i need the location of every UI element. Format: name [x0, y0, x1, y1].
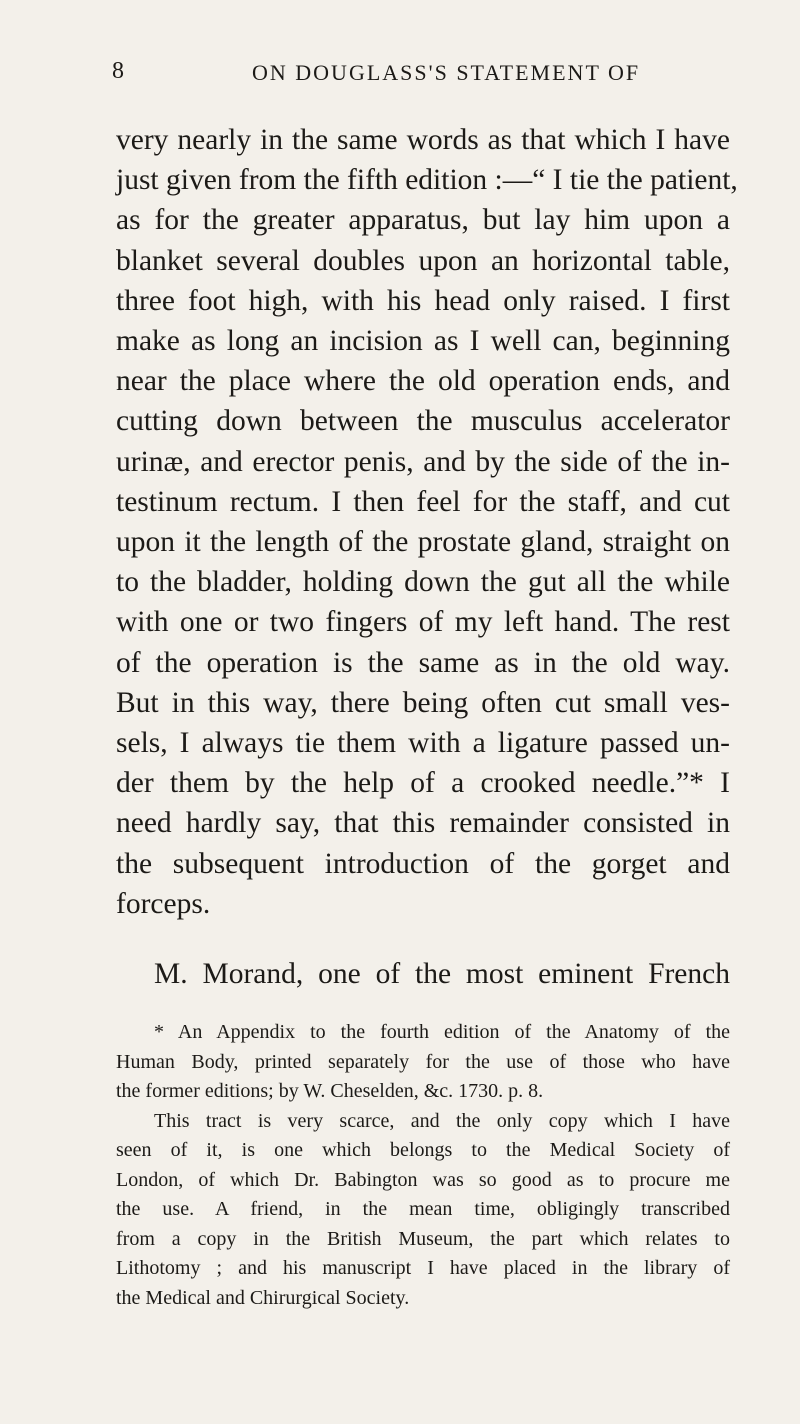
footnote-line: the former editions; by W. Cheselden, &c. 1730. p. 8. [116, 1080, 544, 1102]
text-line: make as long an incision as I well can, beginning [116, 325, 730, 358]
footnotes [116, 1018, 730, 1313]
text-line: cutting down between the musculus accelerator [116, 405, 730, 438]
footnote-line: Lithotomy ; and his manuscript I have placed in the library of [116, 1257, 730, 1279]
text-line: near the place where the old operation ends, and [116, 365, 730, 398]
text-line: blanket several doubles upon an horizontal table, [116, 244, 730, 277]
footnote-line: Human Body, printed separately for the use of those who have [116, 1050, 730, 1073]
text-line: just given from the fifth edition :—“ I tie the patient, [116, 164, 738, 197]
text-line: forceps. [116, 887, 211, 920]
text-line: testinum rectum. I then feel for the staff, and cut [116, 485, 730, 518]
text-line: But in this way, there being often cut small ves- [116, 686, 730, 719]
text-line: sels, I always tie them with a ligature passed un- [116, 727, 730, 760]
footnote-line: seen of it, is one which belongs to the Medical Society of [116, 1139, 730, 1161]
text-line: very nearly in the same words as that which I have [116, 124, 730, 156]
footnote-line: * An Appendix to the fourth edition of the Anatomy of the [154, 1021, 730, 1043]
text-line: of the operation is the same as in the old way. [116, 646, 730, 679]
running-head: ON DOUGLASS'S STATEMENT OF [252, 60, 641, 85]
page-header [112, 58, 732, 98]
text-line: need hardly say, that this remainder consisted in [116, 807, 730, 840]
text-line: with one or two fingers of my left hand. The rest [116, 606, 730, 639]
paragraph [116, 120, 738, 924]
paragraph [116, 954, 730, 994]
text-line: urinæ, and erector penis, and by the side of the in- [116, 445, 730, 478]
footnote-line: the Medical and Chirurgical Society. [116, 1286, 410, 1309]
text-line: upon it the length of the prostate gland, straight on [116, 526, 730, 559]
footnote-line: from a copy in the British Museum, the part which relates to [116, 1227, 730, 1250]
footnote-line: This tract is very scarce, and the only copy which I have [154, 1109, 730, 1132]
footnote-line: London, of which Dr. Babington was so good as to procure me [116, 1168, 730, 1191]
text-line: three foot high, with his head only raised. I first [116, 284, 730, 317]
footnote [116, 1018, 730, 1107]
text-line: to the bladder, holding down the gut all the while [116, 566, 730, 599]
text-line: as for the greater apparatus, but lay him upon a [116, 204, 730, 237]
text-line: der them by the help of a crooked needle.”* I [116, 767, 730, 800]
footnote-continuation [116, 1107, 730, 1314]
page-number: 8 [112, 58, 126, 84]
text-line: M. Morand, one of the most eminent French [154, 958, 730, 991]
text-line: the subsequent introduction of the gorget and [116, 847, 730, 880]
footnote-line: the use. A friend, in the mean time, obligingly transcribed [116, 1198, 730, 1220]
body-text [116, 120, 738, 994]
paragraph-gap [116, 924, 730, 954]
